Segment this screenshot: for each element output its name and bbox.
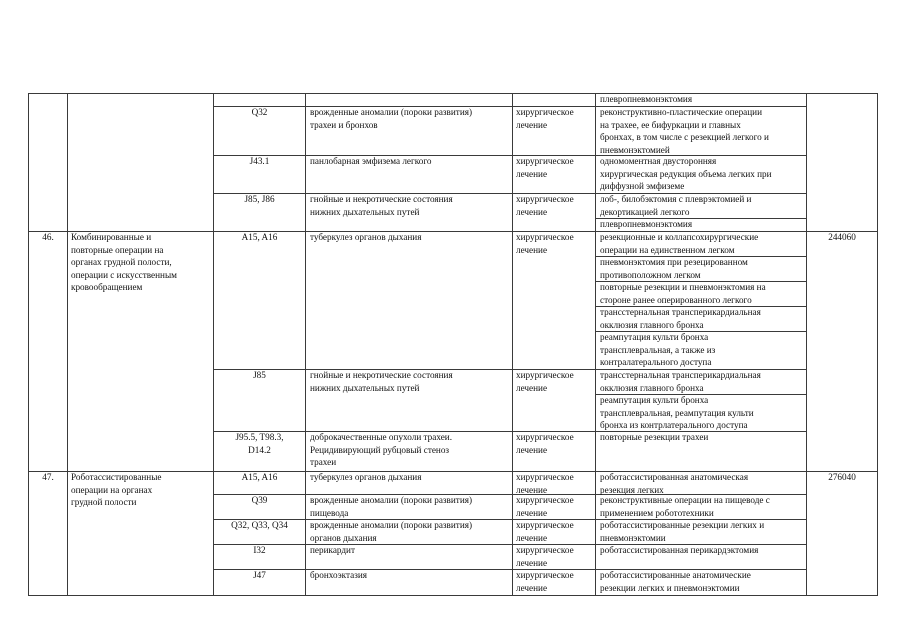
treatment-cell: реампутация культи бронха трансплевральная, реампутация культи бронха из контрлатерального доступа: [600, 395, 754, 430]
treatment-type-cell: хирургическое лечение: [516, 370, 574, 393]
code-cell: J47: [253, 570, 266, 580]
disease-cell: врожденные аномалии (пороки развития) трахеи и бронхов: [310, 107, 473, 130]
disease-cell: туберкулез органов дыхания: [310, 472, 422, 482]
treatment-cell: плевропневмонэктомия: [600, 219, 693, 229]
treatment-cell: одномоментная двусторонняя хирургическая редукция объема легких при диффузной эмфиземе: [600, 156, 772, 191]
cost-cell: 244060: [828, 232, 856, 242]
code-cell: Q32, Q33, Q34: [231, 520, 288, 530]
disease-cell: врожденные аномалии (пороки развития) органов дыхания: [310, 520, 473, 543]
treatment-type-cell: хирургическое лечение: [516, 432, 574, 455]
treatment-type-cell: хирургическое лечение: [516, 232, 574, 255]
code-cell: J85: [253, 370, 266, 380]
grid-line: [877, 93, 878, 595]
grid-line: [28, 595, 878, 596]
treatment-cell: трансстернальная трансперикардиальная окклюзия главного бронха: [600, 307, 761, 330]
code-cell: J95.5, T98.3, D14.2: [235, 432, 284, 455]
treatment-cell: реконструктивно-пластические операции на трахее, ее бифуркации и главных бронхах, в том числе с резекцией легкого и пневмонэктомией: [600, 107, 769, 155]
disease-cell: доброкачественные опухоли трахеи. Рецидивирующий рубцовый стеноз трахеи: [310, 432, 453, 467]
treatment-type-cell: хирургическое лечение: [516, 194, 574, 217]
grid-line: [806, 93, 807, 595]
treatment-cell: роботассистированная перикардэктомия: [600, 545, 759, 555]
treatment-cell: реампутация культи бронха трансплевральная, а также из контралатерального доступа: [600, 332, 716, 367]
treatment-cell: повторные резекции и пневмонэктомия на стороне ранее оперированного легкого: [600, 282, 766, 305]
row-number-cell: 47.: [42, 472, 54, 482]
treatment-cell: повторные резекции трахеи: [600, 432, 709, 442]
code-cell: A15, A16: [241, 232, 278, 242]
disease-cell: гнойные и некротические состояния нижних дыхательных путей: [310, 194, 453, 217]
treatment-cell: реконструктивные операции на пищеводе с применением робототехники: [600, 495, 770, 518]
grid-line: [67, 93, 68, 595]
treatment-cell: лоб-, билобэктомия с плеврэктомией и декортикацией легкого: [600, 194, 752, 217]
treatment-type-cell: хирургическое лечение: [516, 107, 574, 130]
treatment-type-cell: хирургическое лечение: [516, 472, 574, 495]
treatment-type-cell: хирургическое лечение: [516, 545, 574, 568]
treatment-type-cell: хирургическое лечение: [516, 520, 574, 543]
code-cell: J43.1: [249, 156, 270, 166]
treatment-type-cell: хирургическое лечение: [516, 495, 574, 518]
disease-cell: туберкулез органов дыхания: [310, 232, 422, 242]
code-cell: J85, J86: [244, 194, 275, 204]
treatment-type-cell: хирургическое лечение: [516, 156, 574, 179]
cost-cell: 276040: [828, 472, 856, 482]
grid-line: [28, 93, 29, 595]
row-number-cell: 46.: [42, 232, 54, 242]
code-cell: Q39: [251, 495, 268, 505]
treatment-cell: роботассистированные резекции легких и пневмонэктомии: [600, 520, 765, 543]
treatment-cell: роботассистированные анатомические резекции легких и пневмонэктомии: [600, 570, 751, 593]
care-type-name-cell: Роботассистированные операции на органах грудной полости: [71, 472, 162, 507]
code-cell: A15, A16: [241, 472, 278, 482]
disease-cell: перикардит: [310, 545, 355, 555]
code-cell: Q32: [251, 107, 268, 117]
care-type-name-cell: Комбинированные и повторные операции на органах грудной полости, операции с искусственным кровообращением: [71, 232, 177, 292]
treatment-cell: роботассистированная анатомическая резекция легких: [600, 472, 749, 495]
disease-cell: врожденные аномалии (пороки развития) пищевода: [310, 495, 473, 518]
disease-cell: панлобарная эмфизема легкого: [310, 156, 432, 166]
treatment-type-cell: хирургическое лечение: [516, 570, 574, 593]
treatment-cell: пневмонэктомия при резецированном противоположном легком: [600, 257, 748, 280]
treatment-cell: резекционные и коллапсохирургические операции на единственном легком: [600, 232, 759, 255]
treatment-cell: трансстернальная трансперикардиальная окклюзия главного бронха: [600, 370, 761, 393]
disease-cell: гнойные и некротические состояния нижних дыхательных путей: [310, 370, 453, 393]
disease-cell: бронхоэктазия: [310, 570, 367, 580]
code-cell: I32: [253, 545, 266, 555]
treatment-cell: плевропневмонэктомия: [600, 94, 693, 104]
